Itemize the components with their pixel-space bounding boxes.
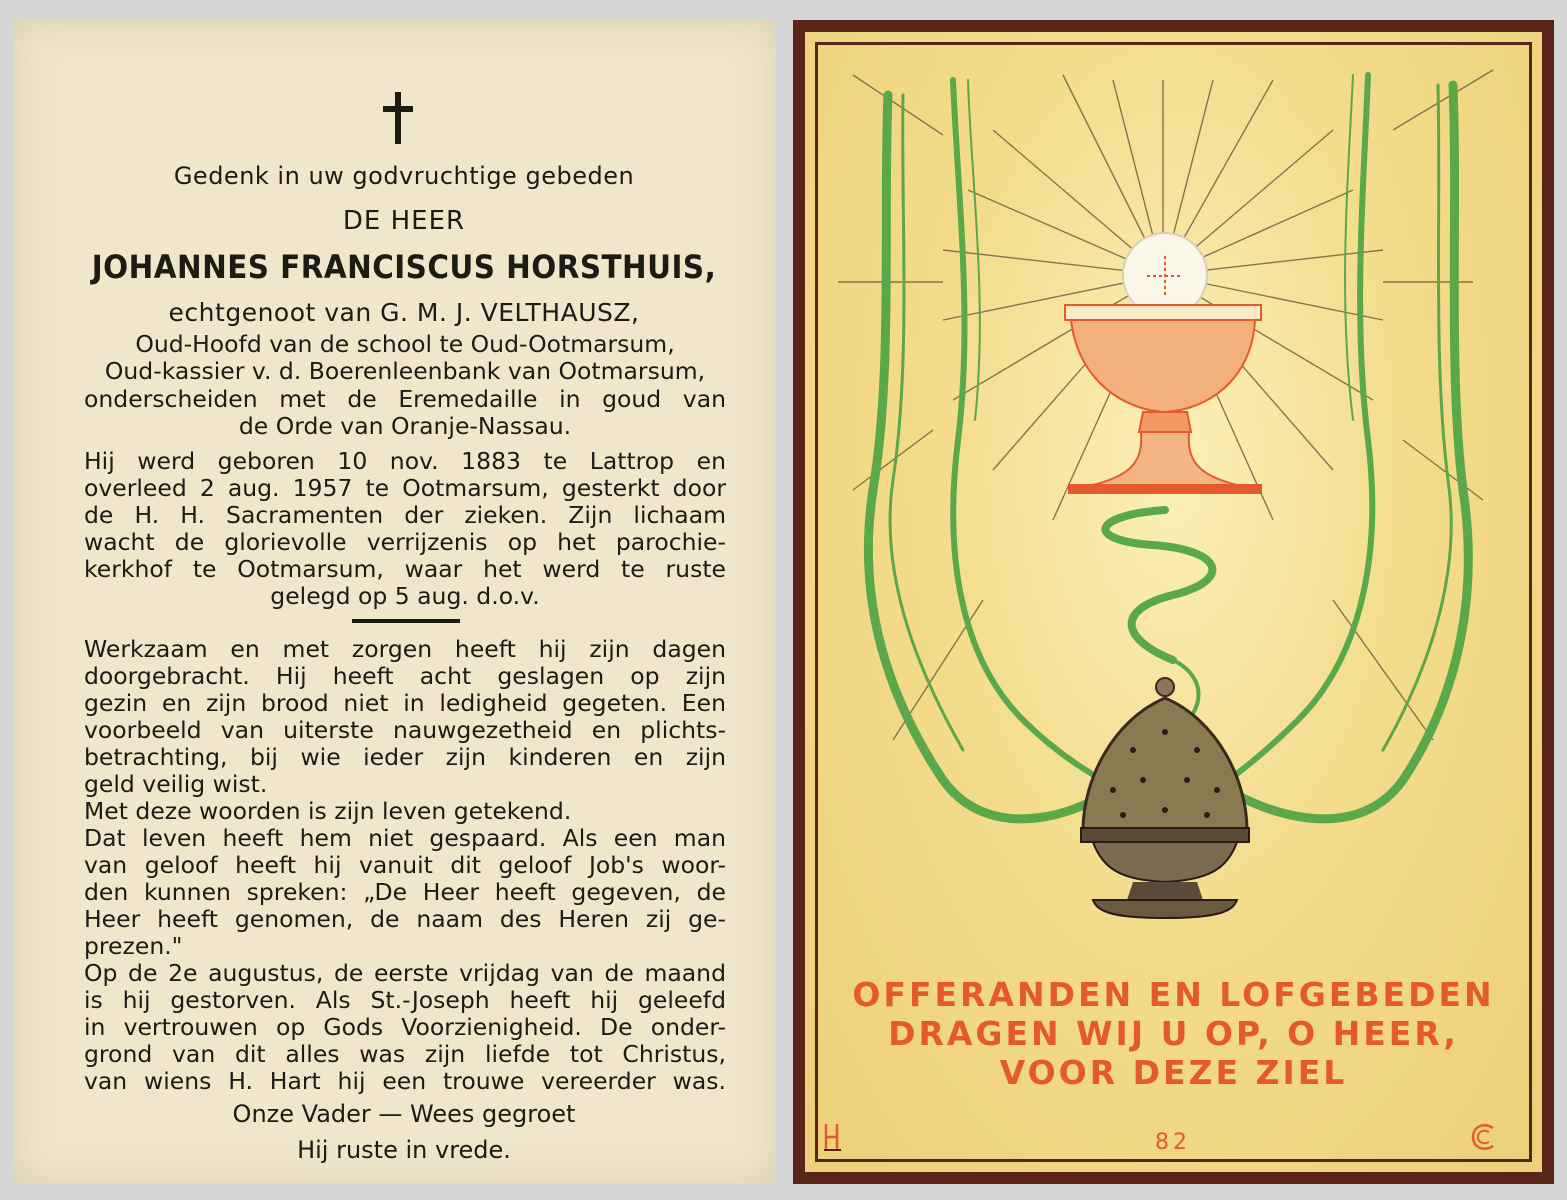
tribute-line: van geloof heeft hij vanuit dit geloof Job's woor- xyxy=(84,851,726,879)
tribute-line: is hij gestorven. Als St.-Joseph heeft hij geleefd xyxy=(84,986,726,1014)
tribute-line: prezen." xyxy=(84,932,183,960)
publisher-monogram-right-icon xyxy=(1469,1120,1499,1154)
biography-line: kerkhof te Ootmarsum, waar het werd te ruste xyxy=(84,555,726,583)
tribute-line: gezin en zijn brood niet in ledigheid gegeten. Een xyxy=(84,689,726,717)
biography-line: de H. H. Sacramenten der zieken. Zijn lichaam xyxy=(84,501,726,529)
role-line: onderscheiden met de Eremedaille in goud van xyxy=(84,385,726,413)
biography-line: overleed 2 aug. 1957 te Ootmarsum, gesterkt door xyxy=(84,474,726,502)
title-line: DE HEER xyxy=(342,206,466,236)
tribute-line: den kunnen spreken: „De Heer heeft gegeven, de xyxy=(84,878,726,906)
tribute-line: betrachting, bij wie ieder zijn kinderen en zijn xyxy=(84,743,726,771)
chalice xyxy=(1065,305,1261,493)
spouse-line: echtgenoot van G. M. J. VELTHAUSZ, xyxy=(168,298,640,327)
rest-in-peace-line: Hij ruste in vrede. xyxy=(297,1136,511,1164)
biography-line: wacht de glorievolle verrijzenis op het parochie- xyxy=(84,528,726,556)
tribute-line: Heer heeft genomen, de naam des Heren zij ge- xyxy=(84,905,726,933)
motto-line: DRAGEN WIJ U OP, O HEER, xyxy=(888,1014,1459,1053)
tribute-line: geld veilig wist. xyxy=(84,770,268,798)
deceased-name: JOHANNES FRANCISCUS HORSTHUIS, xyxy=(91,248,717,286)
tribute-line: doorgebracht. Hij heeft acht geslagen op zijn xyxy=(84,662,726,690)
artist-monogram-left-icon xyxy=(821,1120,845,1154)
role-line: Oud-Hoofd van de school te Oud-Ootmarsum, xyxy=(135,330,675,358)
biography-line: Hij werd geboren 10 nov. 1883 te Lattrop en xyxy=(84,447,726,475)
memorial-card-image-side xyxy=(793,20,1554,1184)
tribute-line: in vertrouwen op Gods Voorzienigheid. De onder- xyxy=(84,1013,726,1041)
motto-line: OFFERANDEN EN LOFGEBEDEN xyxy=(852,975,1495,1014)
tribute-line: Met deze woorden is zijn leven getekend. xyxy=(84,797,572,825)
prayers-line: Onze Vader — Wees gegroet xyxy=(232,1100,576,1128)
intro-line: Gedenk in uw godvruchtige gebeden xyxy=(173,162,635,190)
tribute-line: van wiens H. Hart hij een trouwe vereerder was. xyxy=(84,1067,726,1095)
biography-line: gelegd op 5 aug. d.o.v. xyxy=(270,582,540,610)
motto-line: VOOR DEZE ZIEL xyxy=(999,1053,1348,1092)
tribute-line: grond van dit alles was zijn liefde tot Christus, xyxy=(84,1040,726,1068)
tribute-line: Werkzaam en met zorgen heeft hij zijn dagen xyxy=(84,635,726,663)
card-number: 82 xyxy=(1155,1130,1191,1155)
tribute-line: Dat leven heeft hem niet gespaard. Als een man xyxy=(84,824,726,852)
role-line: de Orde van Oranje-Nassau. xyxy=(238,412,572,440)
censer xyxy=(1081,678,1249,918)
cross-icon xyxy=(380,90,416,146)
memorial-card-text-side xyxy=(14,20,776,1184)
divider-rule xyxy=(352,619,460,623)
tribute-line: Op de 2e augustus, de eerste vrijdag van de maand xyxy=(84,959,726,987)
tribute-line: voorbeeld van uiterste nauwgezetheid en plichts- xyxy=(84,716,726,744)
role-line: Oud-kassier v. d. Boerenleenbank van Ootmarsum, xyxy=(104,357,706,385)
